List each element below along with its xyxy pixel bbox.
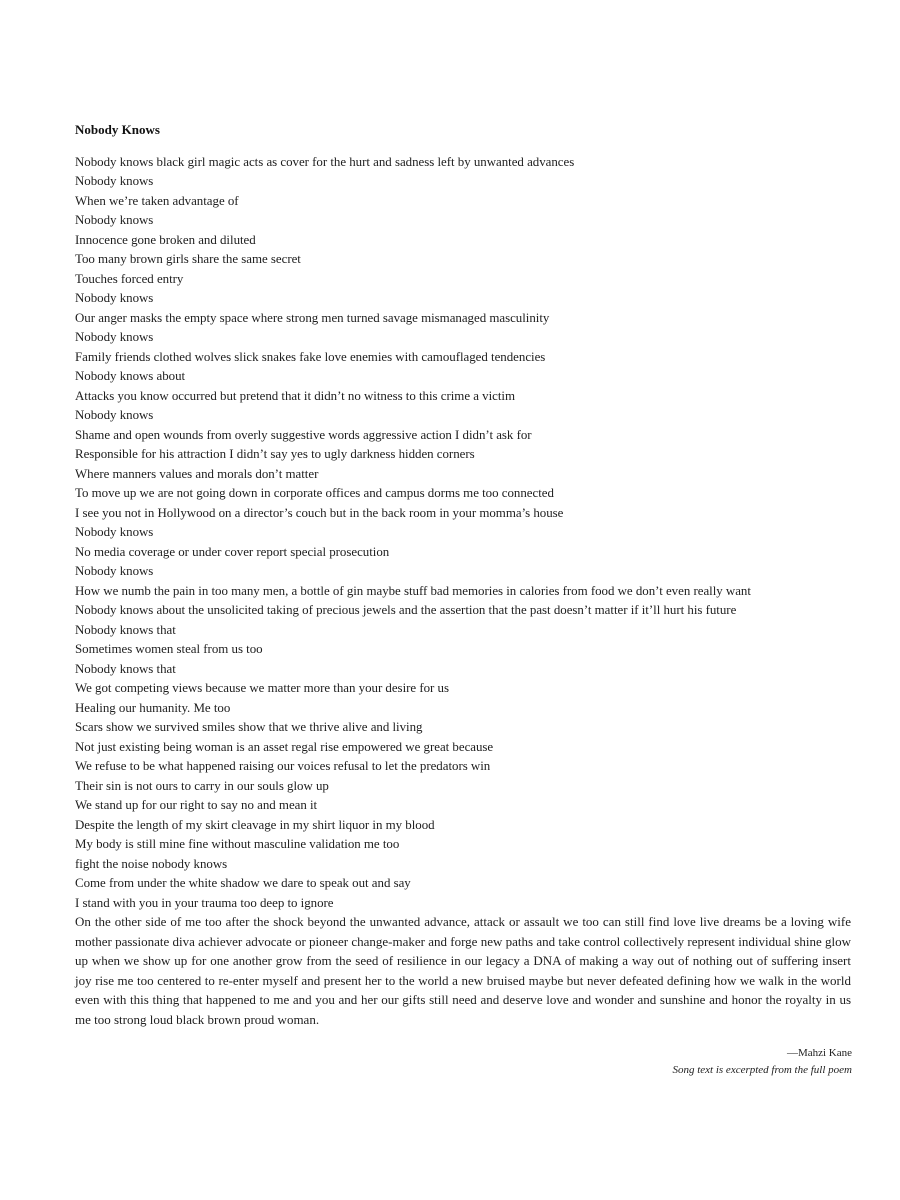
poem-line: Nobody knows — [75, 407, 154, 422]
poem-line: How we numb the pain in too many men, a bottle of gin maybe stuff bad memories in calories from food we don’t even really want — [75, 582, 751, 598]
poem-line: Despite the length of my skirt cleavage in my shirt liquor in my blood — [75, 816, 435, 832]
attribution — [672, 1045, 852, 1079]
poem-line: fight the noise nobody knows — [75, 855, 228, 871]
poem-line: Come from under the white shadow we dare to speak out and say — [75, 875, 411, 890]
poem-line: Touches forced entry — [75, 270, 184, 286]
poem-line: Where manners values and morals don’t matter — [75, 465, 319, 481]
poem-line: Not just existing being woman is an asset regal rise empowered we great because — [75, 738, 494, 754]
poem-line: Too many brown girls share the same secret — [75, 251, 301, 266]
poem-line: Scars show we survived smiles show that we thrive alive and living — [75, 719, 423, 734]
author-credit: —Mahzi Kane — [786, 1047, 852, 1059]
poem-lines — [75, 152, 855, 913]
poem-line: We got competing views because we matter more than your desire for us — [75, 680, 449, 695]
poem-line: Nobody knows — [75, 212, 154, 227]
poem-line: Our anger masks the empty space where strong men turned savage mismanaged masculinity — [75, 309, 550, 325]
poem-line: No media coverage or under cover report special prosecution — [75, 543, 390, 559]
poem-line: Nobody knows — [75, 524, 154, 539]
poem-line: Nobody knows that — [75, 621, 176, 637]
poem-line: Nobody knows — [75, 329, 154, 344]
poem-line: Nobody knows — [75, 563, 154, 578]
poem-line: Nobody knows about the unsolicited taking of precious jewels and the assertion that the past doesn’t matter if it’ll hurt his future — [75, 602, 737, 617]
closing-paragraph: On the other side of me too after the shock beyond the unwanted advance, attack or assault we too can still find love live dreams be a loving wife mother passionate diva achiever advocate or pioneer change-maker and forge new paths and take control collectively represent individual shine glow up when we show up for one another grow from the seed of resilience in our legacy a DNA of making a way out of nothing out of suffering insert joy rise me too centered to re-enter myself and present her to the world a new bruised maybe but never defeated defining how we walk in the world even with this thing that happened to me and you and her our gifts still need and deserve love and wonder and sunshine and honor the royalty in us me too strong loud black brown proud woman. — [75, 914, 851, 1027]
poem-line: Healing our humanity. Me too — [75, 699, 231, 715]
poem-line: Sometimes women steal from us too — [75, 641, 263, 656]
poem-line: When we’re taken advantage of — [75, 192, 239, 208]
poem-line: Responsible for his attraction I didn’t say yes to ugly darkness hidden corners — [75, 446, 475, 461]
poem-line: Family friends clothed wolves slick snakes fake love enemies with camouflaged tendencies — [75, 348, 546, 364]
poem-line: My body is still mine fine without masculine validation me too — [75, 836, 400, 851]
poem-line: Their sin is not ours to carry in our souls glow up — [75, 777, 329, 793]
poem-line: Nobody knows about — [75, 368, 186, 383]
excerpt-note: Song text is excerpted from the full poem — [672, 1064, 852, 1076]
poem-line: Nobody knows black girl magic acts as cover for the hurt and sadness left by unwanted advances — [75, 153, 575, 169]
poem-line: We stand up for our right to say no and mean it — [75, 797, 318, 812]
poem-line: I see you not in Hollywood on a director’s couch but in the back room in your momma’s house — [75, 504, 564, 520]
poem-line: We refuse to be what happened raising our voices refusal to let the predators win — [75, 758, 491, 773]
poem-line: Attacks you know occurred but pretend that it didn’t no witness to this crime a victim — [75, 387, 516, 403]
poem-title: Nobody Knows — [75, 122, 160, 137]
poem-line: Nobody knows — [75, 290, 154, 305]
poem-line: I stand with you in your trauma too deep to ignore — [75, 894, 334, 910]
poem-line: To move up we are not going down in corporate offices and campus dorms me too connected — [75, 485, 554, 500]
poem-line: Shame and open wounds from overly suggestive words aggressive action I didn’t ask for — [75, 426, 532, 442]
poem-line: Nobody knows — [75, 173, 154, 188]
poem-line: Innocence gone broken and diluted — [75, 231, 256, 247]
poem-body — [75, 120, 855, 1029]
poem-line: Nobody knows that — [75, 660, 176, 676]
